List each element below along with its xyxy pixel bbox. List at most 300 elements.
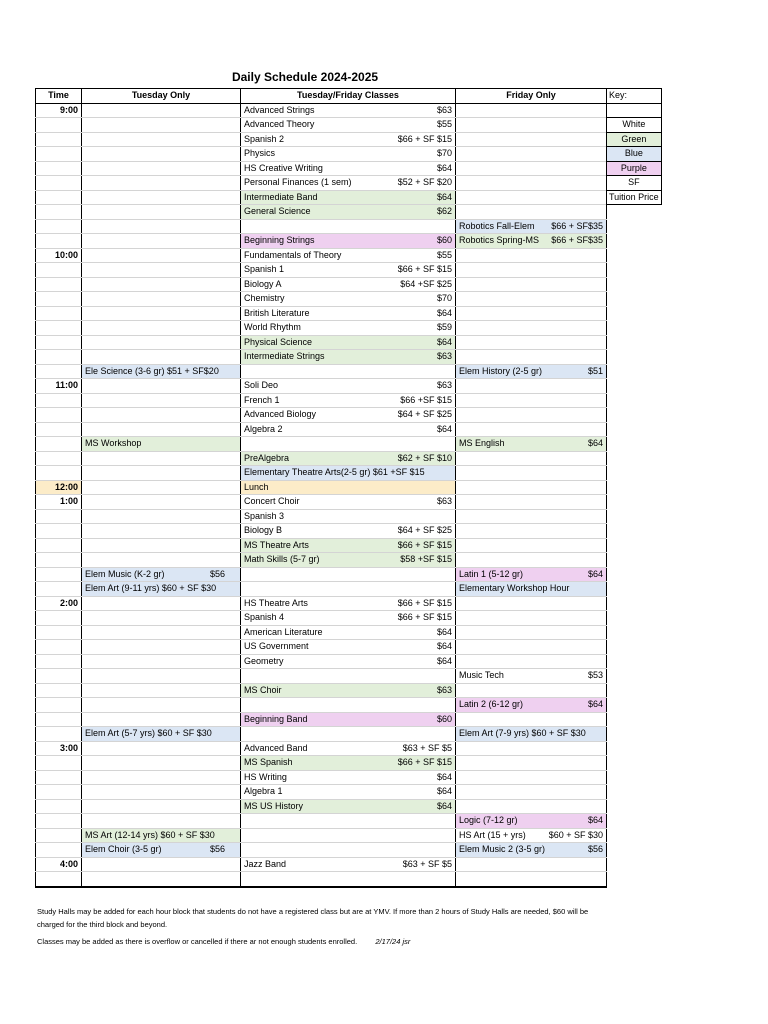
tuesday-cell: [82, 466, 241, 481]
tuesday-friday-cell: [241, 437, 456, 452]
class-name: Spanish 1: [244, 264, 285, 275]
schedule-row: [36, 509, 607, 524]
time-cell: [36, 553, 82, 568]
tuesday-friday-cell: [241, 683, 456, 698]
tuesday-friday-cell: [241, 248, 456, 263]
friday-cell: [456, 118, 607, 133]
class-price: $63: [436, 684, 452, 695]
schedule-row: [36, 727, 607, 742]
time-cell: [36, 727, 82, 742]
class-name: Soli Deo: [244, 380, 279, 391]
tuesday-friday-cell: [241, 176, 456, 191]
friday-cell: [456, 596, 607, 611]
class-name: Robotics Spring-MS: [459, 235, 540, 246]
tuesday-friday-cell: [241, 408, 456, 423]
class-name: Biology A: [244, 278, 282, 289]
tuesday-friday-cell: [241, 132, 456, 147]
class-name: Elem History (2-5 gr): [459, 365, 543, 376]
class-name: HS Art (15 + yrs): [459, 829, 526, 840]
tuesday-friday-cell: [241, 205, 456, 220]
friday-cell: [456, 567, 607, 582]
friday-cell: [456, 263, 607, 278]
tuesday-friday-cell: [241, 712, 456, 727]
friday-cell: [456, 799, 607, 814]
class-name: MS Theatre Arts: [244, 539, 309, 550]
time-cell: [36, 190, 82, 205]
time-cell: [36, 785, 82, 800]
class-name: Elem Art (7-9 yrs) $60 + SF $30: [459, 728, 586, 739]
key-item: Green: [607, 132, 662, 147]
time-cell: [36, 814, 82, 829]
friday-cell: [456, 190, 607, 205]
tuesday-cell: [82, 277, 241, 292]
schedule-row: [36, 553, 607, 568]
class-price: $66 + SF $15: [397, 264, 452, 275]
friday-cell: [456, 669, 607, 684]
class-price: $64: [587, 438, 603, 449]
class-price: $64: [436, 641, 452, 652]
tuesday-friday-cell: [241, 538, 456, 553]
class-price: $64: [436, 786, 452, 797]
time-cell: [36, 654, 82, 669]
friday-cell: [456, 480, 607, 495]
tuesday-friday-cell: [241, 625, 456, 640]
friday-cell: [456, 625, 607, 640]
class-name: Physical Science: [244, 336, 313, 347]
schedule-row: [36, 205, 607, 220]
class-name: Logic (7-12 gr): [459, 815, 518, 826]
schedule-row: [36, 408, 607, 423]
tuesday-friday-cell: [241, 741, 456, 756]
tuesday-friday-cell: [241, 814, 456, 829]
class-name: Fundamentals of Theory: [244, 249, 342, 260]
time-cell: [36, 669, 82, 684]
class-name: Biology B: [244, 525, 283, 536]
tuesday-cell: [82, 654, 241, 669]
tuesday-cell: [82, 683, 241, 698]
friday-cell: [456, 219, 607, 234]
class-price: $55: [436, 119, 452, 130]
header-row: [36, 89, 607, 104]
time-cell: [36, 306, 82, 321]
class-name: Intermediate Band: [244, 191, 318, 202]
schedule-row: [36, 799, 607, 814]
class-price: $55: [436, 249, 452, 260]
time-cell: [36, 335, 82, 350]
class-name: Personal Finances (1 sem): [244, 177, 352, 188]
header-time: Time: [36, 89, 82, 104]
friday-cell: [456, 103, 607, 118]
tuesday-cell: [82, 843, 241, 858]
tuesday-cell: [82, 306, 241, 321]
tuesday-friday-cell: [241, 509, 456, 524]
tuesday-cell: [82, 408, 241, 423]
tuesday-cell: [82, 828, 241, 843]
key-item: Tuition Price: [607, 190, 662, 205]
friday-cell: [456, 466, 607, 481]
time-cell: [36, 132, 82, 147]
tuesday-cell: [82, 756, 241, 771]
class-price: $64: [436, 771, 452, 782]
class-price: $56: [209, 844, 225, 855]
classes-note: [37, 935, 612, 948]
schedule-row: [36, 234, 607, 249]
class-name: Beginning Band: [244, 713, 308, 724]
schedule-row: [36, 538, 607, 553]
class-name: PreAlgebra: [244, 452, 290, 463]
tuesday-cell: [82, 335, 241, 350]
schedule-row: [36, 625, 607, 640]
tuesday-cell: [82, 161, 241, 176]
friday-cell: [456, 712, 607, 727]
time-cell: [36, 640, 82, 655]
class-name: Physics: [244, 148, 276, 159]
schedule-row: [36, 277, 607, 292]
class-name: Lunch: [244, 481, 269, 492]
tuesday-friday-cell: [241, 495, 456, 510]
schedule-row: [36, 596, 607, 611]
class-price: $56: [587, 844, 603, 855]
schedule-row: [36, 132, 607, 147]
time-cell: [36, 567, 82, 582]
friday-cell: [456, 234, 607, 249]
schedule-row: [36, 335, 607, 350]
friday-cell: [456, 741, 607, 756]
friday-cell: [456, 785, 607, 800]
schedule-row: [36, 161, 607, 176]
time-cell: [36, 582, 82, 597]
friday-cell: [456, 553, 607, 568]
class-price: $64 + SF $25: [397, 525, 452, 536]
class-price: $66 + SF $15: [397, 612, 452, 623]
time-cell: [36, 437, 82, 452]
class-price: $66 + SF $15: [397, 597, 452, 608]
schedule-row: [36, 306, 607, 321]
tuesday-cell: [82, 538, 241, 553]
class-price: $64: [436, 800, 452, 811]
friday-cell: [456, 132, 607, 147]
friday-cell: [456, 248, 607, 263]
page-title: Daily Schedule 2024-2025: [231, 70, 379, 84]
schedule-row: [36, 857, 607, 872]
schedule-row: [36, 669, 607, 684]
class-price: $64 +SF $25: [400, 278, 452, 289]
time-cell: [36, 799, 82, 814]
friday-cell: [456, 306, 607, 321]
tuesday-cell: [82, 292, 241, 307]
friday-cell: [456, 872, 607, 887]
time-cell: [36, 538, 82, 553]
key-item: White: [607, 118, 662, 133]
class-name: US Government: [244, 641, 309, 652]
class-name: General Science: [244, 206, 311, 217]
tuesday-cell: [82, 248, 241, 263]
class-name: British Literature: [244, 307, 310, 318]
class-price: $66 + SF $15: [397, 539, 452, 550]
tuesday-friday-cell: [241, 190, 456, 205]
class-name: Chemistry: [244, 293, 285, 304]
tuesday-cell: [82, 205, 241, 220]
time-cell: [36, 524, 82, 539]
tuesday-cell: [82, 770, 241, 785]
tuesday-friday-cell: [241, 306, 456, 321]
class-price: $52 + SF $20: [397, 177, 452, 188]
tuesday-friday-cell: [241, 567, 456, 582]
tuesday-friday-cell: [241, 524, 456, 539]
class-name: HS Writing: [244, 771, 287, 782]
color-key: [606, 88, 662, 205]
tuesday-cell: [82, 393, 241, 408]
tuesday-friday-cell: [241, 422, 456, 437]
tuesday-friday-cell: [241, 350, 456, 365]
class-price: $66 + SF$35: [551, 220, 603, 231]
class-price: $66 + SF $15: [397, 133, 452, 144]
schedule-row: [36, 698, 607, 713]
tuesday-friday-cell: [241, 147, 456, 162]
schedule-row: [36, 147, 607, 162]
header-tuesday-only: Tuesday Only: [82, 89, 241, 104]
friday-cell: [456, 727, 607, 742]
schedule-row: [36, 712, 607, 727]
class-name: HS Theatre Arts: [244, 597, 308, 608]
time-cell: [36, 364, 82, 379]
friday-cell: [456, 683, 607, 698]
tuesday-cell: [82, 480, 241, 495]
tuesday-friday-cell: [241, 161, 456, 176]
friday-cell: [456, 451, 607, 466]
schedule-row: [36, 219, 607, 234]
schedule-row: [36, 843, 607, 858]
key-item: SF: [607, 176, 662, 191]
class-price: $64: [436, 626, 452, 637]
class-price: $66 + SF $15: [397, 757, 452, 768]
class-price: $64: [436, 336, 452, 347]
tuesday-friday-cell: [241, 872, 456, 887]
friday-cell: [456, 205, 607, 220]
tuesday-cell: [82, 582, 241, 597]
tuesday-cell: [82, 103, 241, 118]
friday-cell: [456, 495, 607, 510]
class-price: $64: [587, 568, 603, 579]
class-price: $63: [436, 496, 452, 507]
time-cell: [36, 277, 82, 292]
schedule-row: [36, 466, 607, 481]
tuesday-cell: [82, 669, 241, 684]
class-name: Latin 1 (5-12 gr): [459, 568, 524, 579]
class-name: MS Art (12-14 yrs) $60 + SF $30: [85, 829, 215, 840]
schedule-row: [36, 654, 607, 669]
tuesday-cell: [82, 350, 241, 365]
class-price: $63: [436, 104, 452, 115]
schedule-row: [36, 640, 607, 655]
friday-cell: [456, 335, 607, 350]
tuesday-cell: [82, 698, 241, 713]
time-cell: 2:00: [36, 596, 82, 611]
tuesday-cell: [82, 118, 241, 133]
tuesday-friday-cell: [241, 857, 456, 872]
tuesday-friday-cell: [241, 451, 456, 466]
schedule-row: [36, 379, 607, 394]
class-name: World Rhythm: [244, 322, 301, 333]
tuesday-friday-cell: [241, 611, 456, 626]
note-date: 2/17/24 jsr: [375, 937, 411, 946]
class-price: $62 + SF $10: [397, 452, 452, 463]
friday-cell: [456, 147, 607, 162]
tuesday-friday-cell: [241, 654, 456, 669]
friday-cell: [456, 379, 607, 394]
friday-cell: [456, 770, 607, 785]
tuesday-friday-cell: [241, 640, 456, 655]
tuesday-friday-cell: [241, 393, 456, 408]
time-cell: [36, 422, 82, 437]
time-cell: 1:00: [36, 495, 82, 510]
time-cell: 3:00: [36, 741, 82, 756]
tuesday-cell: [82, 524, 241, 539]
class-price: $66 + SF$35: [551, 235, 603, 246]
tuesday-friday-cell: [241, 553, 456, 568]
class-price: $64: [587, 699, 603, 710]
schedule-row: [36, 785, 607, 800]
class-name: Elem Art (9-11 yrs) $60 + SF $30: [85, 583, 217, 594]
class-name: Elem Music (K-2 gr): [85, 568, 165, 579]
classes-note-text: Classes may be added as there is overflow or cancelled if there ar not enough students enrolled.: [37, 937, 358, 946]
class-name: Beginning Strings: [244, 235, 315, 246]
tuesday-friday-cell: [241, 292, 456, 307]
friday-cell: [456, 437, 607, 452]
tuesday-cell: [82, 509, 241, 524]
class-name: MS US History: [244, 800, 304, 811]
key-header: Key:: [607, 89, 662, 104]
schedule-row: [36, 451, 607, 466]
friday-cell: [456, 582, 607, 597]
tuesday-friday-cell: [241, 596, 456, 611]
class-price: $59: [436, 322, 452, 333]
class-price: $64 + SF $25: [397, 409, 452, 420]
schedule-row: [36, 567, 607, 582]
class-price: $60 + SF $30: [548, 829, 603, 840]
tuesday-cell: [82, 625, 241, 640]
time-cell: [36, 292, 82, 307]
schedule-row: [36, 422, 607, 437]
time-cell: [36, 350, 82, 365]
time-cell: [36, 509, 82, 524]
time-cell: 4:00: [36, 857, 82, 872]
tuesday-friday-cell: [241, 466, 456, 481]
class-name: Advanced Biology: [244, 409, 317, 420]
friday-cell: [456, 654, 607, 669]
time-cell: [36, 408, 82, 423]
tuesday-friday-cell: [241, 828, 456, 843]
class-price: $63: [436, 351, 452, 362]
friday-cell: [456, 408, 607, 423]
friday-cell: [456, 814, 607, 829]
class-name: Robotics Fall-Elem: [459, 220, 535, 231]
class-price: $60: [436, 235, 452, 246]
class-price: $53: [587, 670, 603, 681]
class-price: $58 +SF $15: [400, 554, 452, 565]
schedule-row: [36, 248, 607, 263]
time-cell: 9:00: [36, 103, 82, 118]
time-cell: [36, 161, 82, 176]
friday-cell: [456, 828, 607, 843]
class-name: Intermediate Strings: [244, 351, 325, 362]
tuesday-friday-cell: [241, 103, 456, 118]
study-hall-note: Study Halls may be added for each hour block that students do not have a registered class but are at YMV. If more than 2 hours of Study Halls are needed, $60 will be charged for the third block and beyond.: [37, 907, 589, 929]
class-price: $63 + SF $5: [402, 858, 452, 869]
class-name: HS Creative Writing: [244, 162, 323, 173]
class-name: Music Tech: [459, 670, 504, 681]
class-price: $63 + SF $5: [402, 742, 452, 753]
class-price: $64: [436, 307, 452, 318]
time-cell: [36, 451, 82, 466]
class-name: Latin 2 (6-12 gr): [459, 699, 524, 710]
friday-cell: [456, 756, 607, 771]
time-cell: [36, 147, 82, 162]
class-name: Algebra 1: [244, 786, 283, 797]
time-cell: [36, 205, 82, 220]
tuesday-cell: [82, 234, 241, 249]
tuesday-cell: [82, 640, 241, 655]
class-name: MS Spanish: [244, 757, 293, 768]
class-price: $66 +SF $15: [400, 394, 452, 405]
time-cell: [36, 828, 82, 843]
tuesday-friday-cell: [241, 335, 456, 350]
schedule-row: [36, 103, 607, 118]
schedule-row: [36, 872, 607, 887]
time-cell: 11:00: [36, 379, 82, 394]
class-price: $64: [436, 655, 452, 666]
tuesday-cell: [82, 814, 241, 829]
tuesday-friday-cell: [241, 799, 456, 814]
class-name: Spanish 4: [244, 612, 285, 623]
time-cell: [36, 219, 82, 234]
tuesday-cell: [82, 219, 241, 234]
time-cell: [36, 712, 82, 727]
tuesday-friday-cell: [241, 263, 456, 278]
class-name: Elem Art (5-7 yrs) $60 + SF $30: [85, 728, 212, 739]
key-item: Blue: [607, 147, 662, 162]
friday-cell: [456, 277, 607, 292]
class-price: $62: [436, 206, 452, 217]
friday-cell: [456, 509, 607, 524]
tuesday-cell: [82, 321, 241, 336]
class-name: Ele Science (3-6 gr) $51 + SF$20: [85, 365, 219, 376]
tuesday-friday-cell: [241, 118, 456, 133]
schedule-row: [36, 814, 607, 829]
schedule-row: [36, 683, 607, 698]
tuesday-friday-cell: [241, 379, 456, 394]
tuesday-friday-cell: [241, 770, 456, 785]
tuesday-friday-cell: [241, 756, 456, 771]
time-cell: [36, 611, 82, 626]
tuesday-friday-cell: [241, 698, 456, 713]
tuesday-cell: [82, 741, 241, 756]
class-name: Jazz Band: [244, 858, 287, 869]
friday-cell: [456, 640, 607, 655]
schedule-row: [36, 190, 607, 205]
friday-cell: [456, 350, 607, 365]
tuesday-cell: [82, 611, 241, 626]
class-price: $56: [209, 568, 225, 579]
header-friday-only: Friday Only: [456, 89, 607, 104]
tuesday-cell: [82, 596, 241, 611]
time-cell: [36, 770, 82, 785]
class-price: $51: [587, 365, 603, 376]
tuesday-cell: [82, 437, 241, 452]
friday-cell: [456, 422, 607, 437]
time-cell: [36, 756, 82, 771]
class-name: Advanced Theory: [244, 119, 315, 130]
